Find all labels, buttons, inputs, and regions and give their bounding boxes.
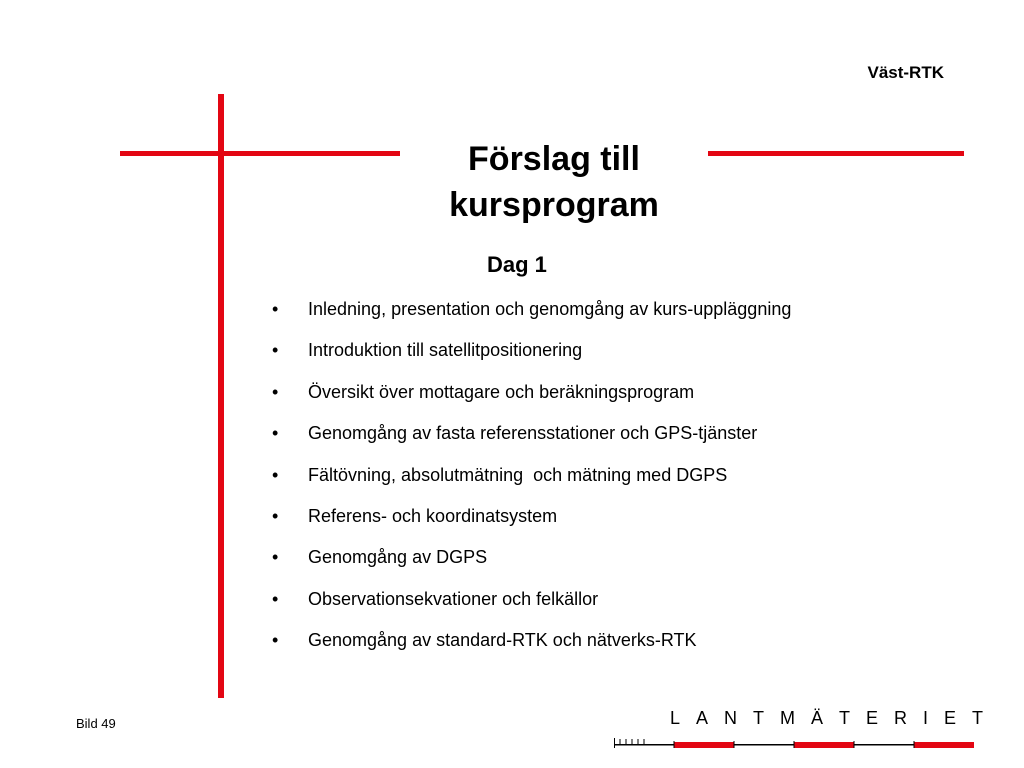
list-item	[270, 462, 791, 503]
list-item	[270, 296, 791, 337]
list-item-text: Genomgång av fasta referensstationer och GPS-tjänster	[308, 423, 758, 444]
cross-vertical-line	[218, 94, 224, 698]
bullet-icon: •	[272, 299, 279, 319]
list-item	[270, 379, 791, 420]
list-item-text: Introduktion till satellitpositionering	[308, 340, 583, 361]
logo-scale-bar	[614, 738, 974, 748]
title-line-2: kursprogram	[449, 186, 659, 224]
agenda-list	[270, 296, 791, 669]
bullet-icon: •	[272, 464, 279, 485]
list-item-text: Genomgång av standard-RTK och nätverks-RTK	[308, 630, 697, 651]
list-item-text: Inledning, presentation och genomgång av kurs-uppläggning	[308, 299, 792, 319]
bullet-icon: •	[272, 381, 279, 402]
lantmateriet-logo: LANTMÄTERIET	[670, 708, 1000, 728]
cross-horizontal-line-left	[120, 151, 400, 156]
list-item-text: Referens- och koordinatsystem	[308, 505, 558, 526]
bullet-icon: •	[272, 547, 279, 568]
bullet-icon: •	[272, 423, 279, 444]
list-item	[270, 544, 791, 585]
slide-number: Bild 49	[76, 716, 116, 731]
slide-title	[400, 136, 708, 228]
list-item-text: Observationsekvationer och felkällor	[308, 588, 599, 609]
title-line-1: Förslag till	[468, 140, 640, 178]
list-item	[270, 337, 791, 378]
cross-horizontal-line-right	[708, 151, 964, 156]
bullet-icon: •	[272, 340, 279, 361]
list-item	[270, 420, 791, 461]
bullet-icon: •	[272, 505, 279, 526]
slide-subtitle: Dag 1	[487, 252, 547, 277]
list-item-text: Fältövning, absolutmätning och mätning med DGPS	[308, 464, 728, 485]
bullet-icon: •	[272, 630, 279, 651]
list-item	[270, 586, 791, 627]
corner-label: Väst-RTK	[867, 63, 944, 82]
list-item	[270, 503, 791, 544]
list-item-text: Översikt över mottagare och beräkningsprogram	[308, 381, 695, 402]
list-item	[270, 627, 791, 668]
bullet-icon: •	[272, 588, 279, 609]
list-item-text: Genomgång av DGPS	[308, 547, 488, 568]
